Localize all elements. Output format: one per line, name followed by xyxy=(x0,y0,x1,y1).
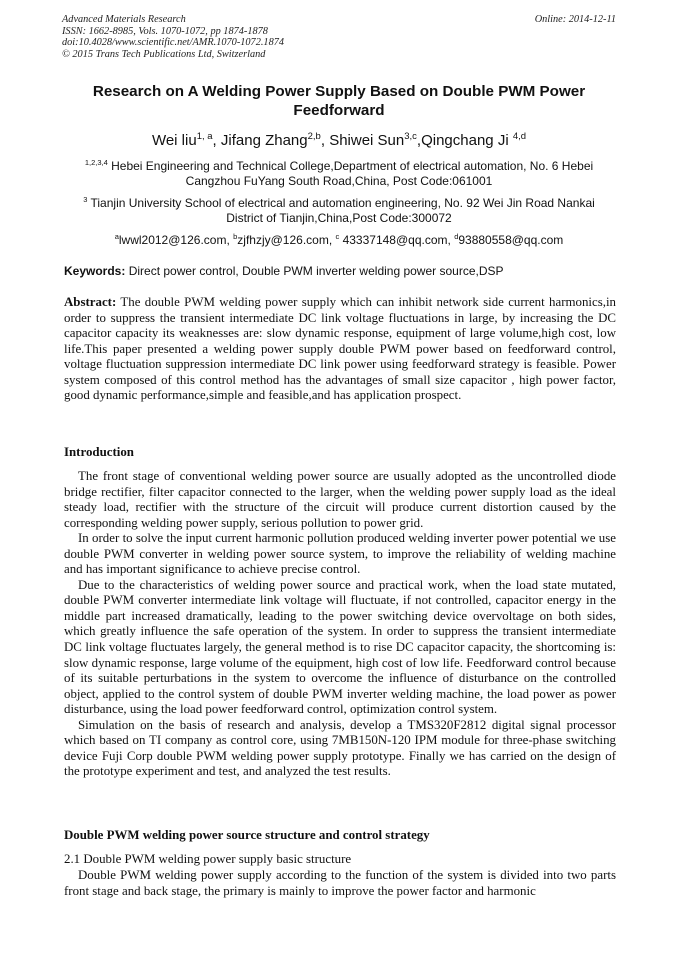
author-separator: , xyxy=(416,132,422,149)
section-heading: Double PWM welding power source structure and control strategy xyxy=(64,828,430,842)
author-name: Shiwei Sun xyxy=(329,132,405,149)
keywords-text: Direct power control, Double PWM inverter welding power source,DSP xyxy=(125,264,504,278)
section-paragraph: Double PWM welding power supply according to the function of the system is divided into two parts front stage and back stage, the primary is mainly to improve the power factor and harmonic xyxy=(64,868,616,898)
keywords-line xyxy=(64,264,616,279)
issn-line: ISSN: 1662-8985, Vols. 1070-1072, pp 1874-1878 xyxy=(62,25,268,37)
introduction-paragraph: The front stage of conventional welding power source are usually adopted as the uncontrolled diode bridge rectifier, filter capacitor connected to the larger, when the welding power supply load as the ideal steady load, rectifier with the structure of the circuit will produce current distortion caused by the corresponding welding power supply, serious pollution to power grid. xyxy=(64,469,616,530)
copyright-line: © 2015 Trans Tech Publications Ltd, Switzerland xyxy=(62,48,266,60)
email-address: zjfhzjy@126.com, xyxy=(237,233,336,247)
email-marker: b xyxy=(233,232,238,241)
introduction-paragraph: Simulation on the basis of research and analysis, develop a TMS320F2812 digital signal processor which based on TI company as control core, using 7MB150N-120 IPM module for three-phase switching device Fuji Corp double PWM welding power supply prototype. Finally we has carried on the design of the prototype experiment and test, and analyzed the test results. xyxy=(64,717,616,779)
author-emails xyxy=(64,229,614,248)
author-list xyxy=(64,128,614,150)
email-address: 93880558@qq.com xyxy=(458,233,564,247)
journal-name: Advanced Materials Research xyxy=(62,14,186,25)
introduction-body xyxy=(64,469,616,780)
email-address: 43337148@qq.com, xyxy=(339,233,455,247)
affiliation-2 xyxy=(64,192,614,227)
email-marker: d xyxy=(454,232,459,241)
author-affiliation-marker: 4,d xyxy=(512,131,527,142)
affiliation-text: Hebei Engineering and Technical College,Department of electrical automation, No. 6 Hebei Cangzhou FuYang South Road,China, Post Code:061001 xyxy=(107,159,594,189)
author-affiliation-marker: 1, a xyxy=(196,131,213,142)
affiliation-marker: 1,2,3,4 xyxy=(84,158,108,167)
doi-line: doi:10.4028/www.scientific.net/AMR.1070-1072.1874 xyxy=(62,37,285,49)
author-affiliation-marker: 2,b xyxy=(307,131,321,142)
introduction-heading: Introduction xyxy=(64,445,134,459)
author-name: Wei liu xyxy=(151,132,197,149)
author-name: Qingchang Ji xyxy=(421,132,513,149)
introduction-paragraph: In order to solve the input current harmonic pollution produced welding inverter power potential we use double PWM converter in welding power source system, to improve the reliability of welding machine and has important significance to achieve precise control. xyxy=(64,531,616,577)
affiliation-marker: 3 xyxy=(83,195,88,204)
affiliation-text: Tianjin University School of electrical and automation engineering, No. 92 Wei Jin Road Nankai District of Tianjin,China,Post Code:300072 xyxy=(87,196,595,226)
online-date: Online: 2014-12-11 xyxy=(534,14,616,25)
email-address: lwwl2012@126.com, xyxy=(118,233,234,247)
email-marker: c xyxy=(335,232,340,241)
author-separator: , xyxy=(320,132,330,149)
subsection-heading: 2.1 Double PWM welding power supply basic structure xyxy=(64,852,352,866)
introduction-paragraph: Due to the characteristics of welding power source and practical work, when the load state mutated, double PWM converter intermediate link voltage will fluctuate, if not controlled, capacitor energy in the middle part increased dramatically, leading to the power switching device overvoltage on both sides, which greatly influence the safe operation of the system. In order to suppress the transient intermediate DC link voltage fluctuates largely, the general method is to rise DC capacitor capacity, the shortcoming is: slow dynamic response, large volume of the equipment, high cost of low life. Feedforward control because of its suitable perturbations in the system to overcome the influence of disturbance on the controlled object, applied to the control system of double PWM inverter welding machine, the load power as power disturbance, using the load power feedforward control, optimization control system. xyxy=(64,577,616,717)
keywords-label: Keywords: xyxy=(64,264,126,278)
journal-header xyxy=(62,14,284,60)
author-affiliation-marker: 3,c xyxy=(404,131,417,142)
section-body xyxy=(64,868,616,899)
paper-title: Research on A Welding Power Supply Based on Double PWM Power Feedforward xyxy=(92,83,586,119)
email-marker: a xyxy=(114,232,119,241)
abstract-block xyxy=(64,295,616,404)
author-separator: , xyxy=(212,132,221,149)
author-name: Jifang Zhang xyxy=(220,132,308,149)
affiliation-1 xyxy=(64,155,614,190)
abstract-label: Abstract: xyxy=(64,295,117,309)
abstract-text: The double PWM welding power supply which can inhibit network side current harmonics,in order to suppress the transient intermediate DC link voltage fluctuations in large, by increasing the DC capacitor capacity its weaknesses are: slow dynamic response, equipment of large volume,high cost, low life.This paper presented a welding power supply double PWM power based on feedforward control, voltage fluctuation suppression intermediate DC link power using feedforward strategy is feasible. Power system composed of this control method has the advantages of small size capacitor , high power factor, good dynamic performance,simple and feasible,and has application prospect. xyxy=(64,295,616,403)
